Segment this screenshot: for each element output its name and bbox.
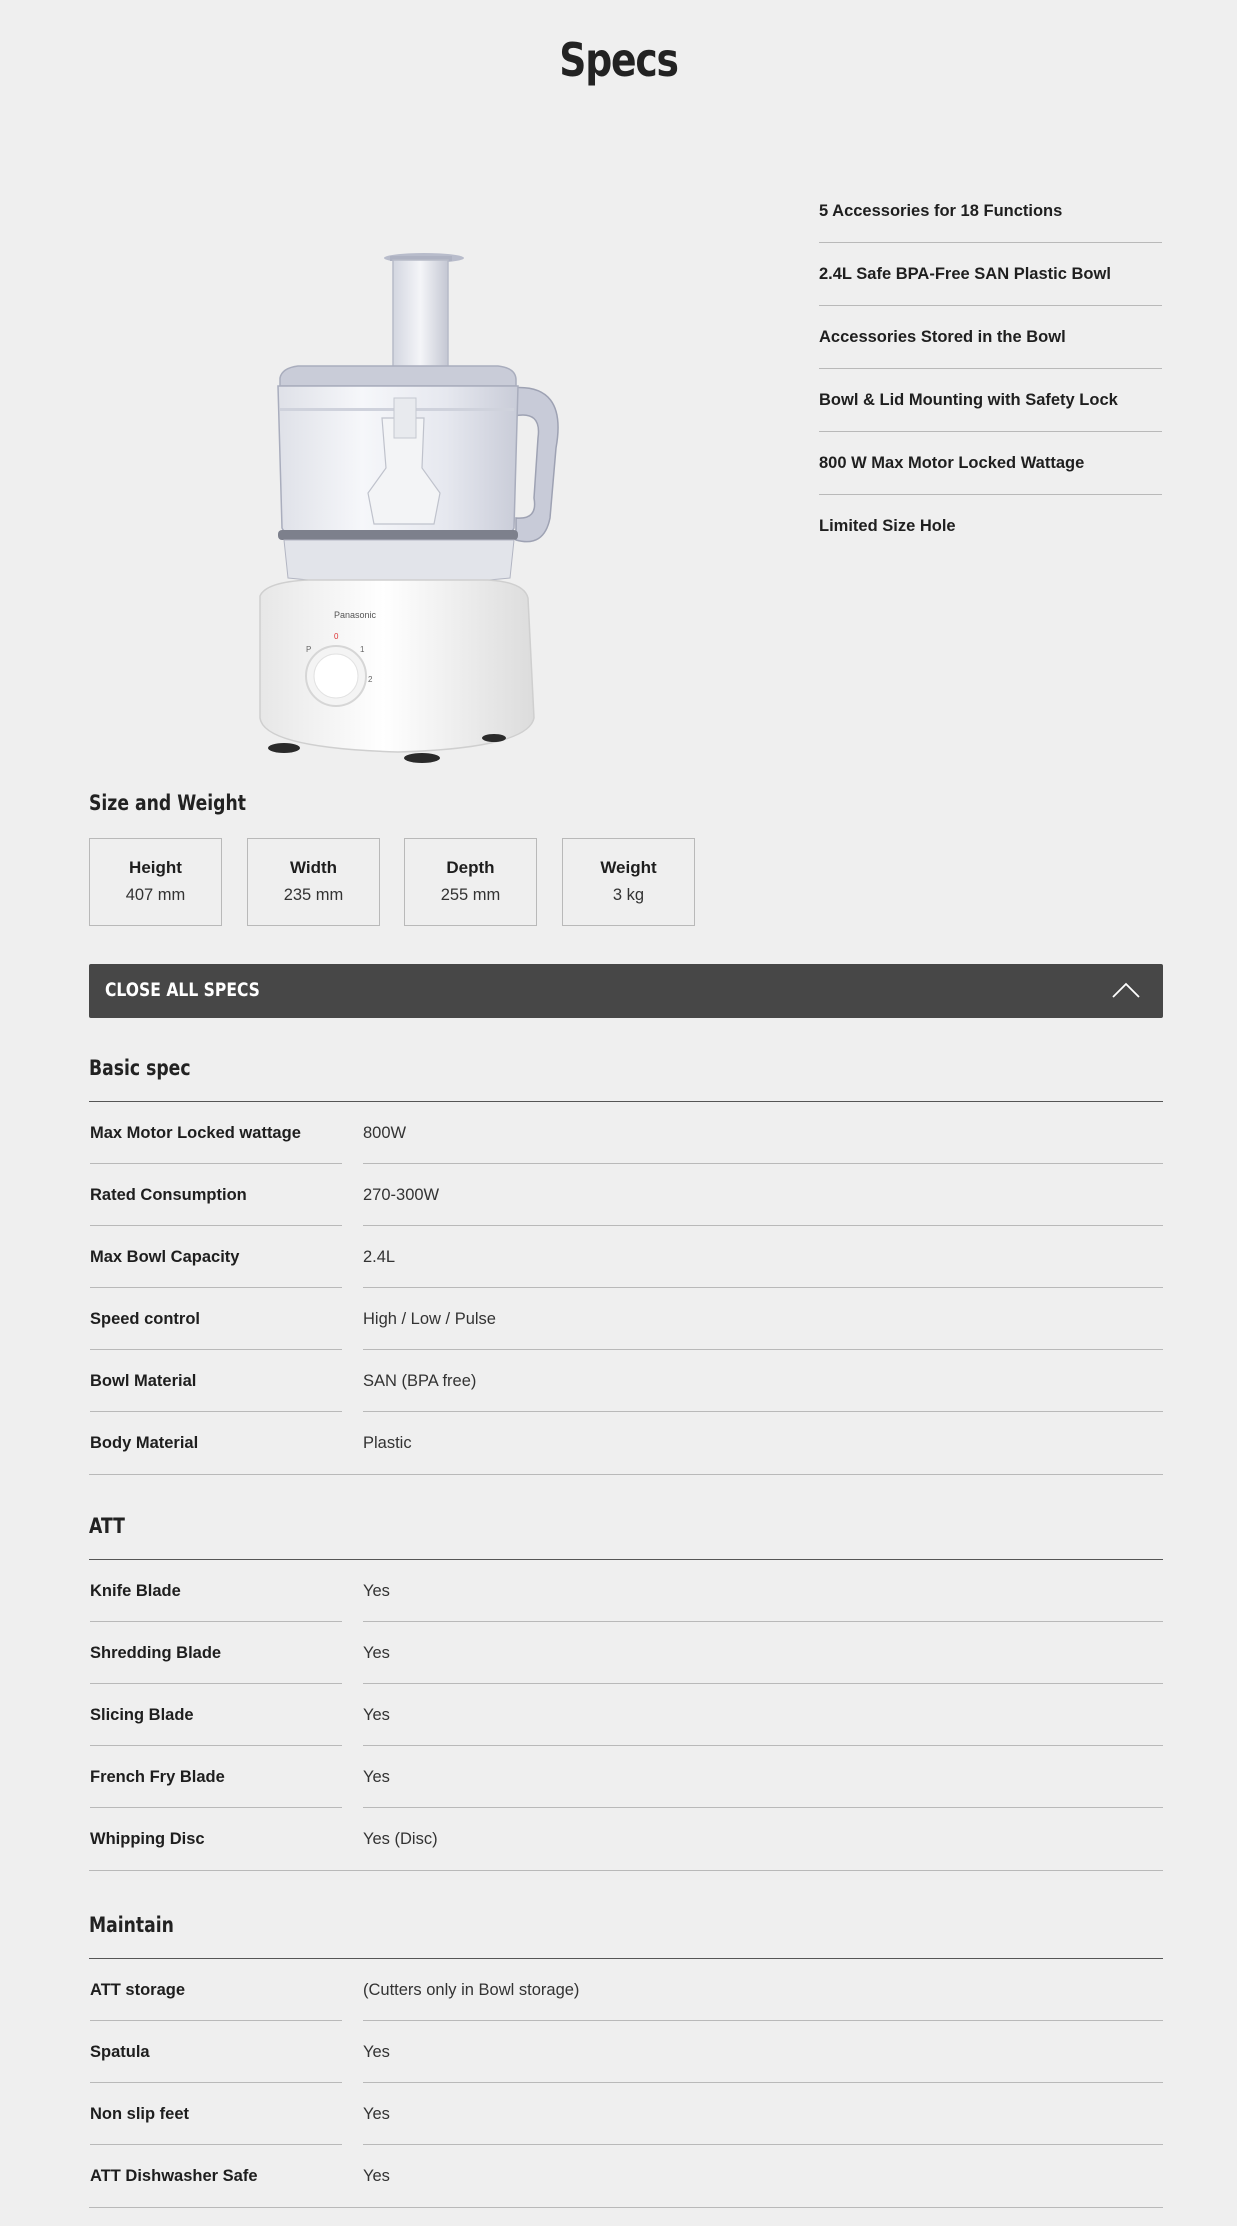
- spec-row: [89, 1226, 1163, 1288]
- spec-value: Yes: [363, 2083, 1163, 2145]
- dimension-label: Width: [289, 858, 338, 877]
- dimension-height: [89, 838, 222, 926]
- dimension-width: [247, 838, 380, 926]
- spec-section-maintain: [89, 1910, 1163, 2208]
- spec-row: [89, 1288, 1163, 1350]
- dial-label-p: P: [306, 645, 312, 654]
- spec-value: Yes: [363, 1746, 1163, 1808]
- spec-name: Knife Blade: [90, 1560, 342, 1622]
- spec-row: [89, 1164, 1163, 1226]
- spec-name: Whipping Disc: [90, 1830, 205, 1848]
- brand-mark: Panasonic: [334, 610, 377, 620]
- spec-value: High / Low / Pulse: [363, 1288, 1163, 1350]
- feature-item: Limited Size Hole: [819, 517, 956, 535]
- close-all-specs-label: CLOSE ALL SPECS: [105, 979, 260, 1001]
- spec-value: 270-300W: [363, 1164, 1163, 1226]
- spec-row: [89, 2083, 1163, 2145]
- dimension-depth: [404, 838, 537, 926]
- spec-value: SAN (BPA free): [363, 1350, 1163, 1412]
- spec-row: [89, 2021, 1163, 2083]
- product-image: [238, 248, 578, 766]
- spec-name: Rated Consumption: [90, 1164, 342, 1226]
- spec-name: Shredding Blade: [90, 1622, 342, 1684]
- spec-name: Slicing Blade: [90, 1684, 342, 1746]
- spec-value: Yes: [363, 2167, 390, 2185]
- spec-name: Spatula: [90, 2021, 342, 2083]
- dimension-value: 3 kg: [612, 886, 645, 904]
- feature-item: 2.4L Safe BPA-Free SAN Plastic Bowl: [819, 243, 1162, 306]
- spec-row: [89, 1560, 1163, 1622]
- spec-name: Non slip feet: [90, 2083, 342, 2145]
- spec-section-att: [89, 1511, 1163, 1871]
- spec-value: 800W: [363, 1102, 1163, 1164]
- spec-value: Yes (Disc): [363, 1830, 438, 1848]
- feature-list: [819, 180, 1162, 557]
- spec-name: ATT storage: [90, 1959, 342, 2021]
- spec-value: Plastic: [363, 1434, 412, 1452]
- spec-value: Yes: [363, 1684, 1163, 1746]
- chevron-up-icon: [1111, 978, 1141, 1000]
- spec-value: (Cutters only in Bowl storage): [363, 1959, 1163, 2021]
- dimension-value: 235 mm: [283, 886, 344, 904]
- spec-value: Yes: [363, 1560, 1163, 1622]
- spec-name: Max Motor Locked wattage: [90, 1102, 342, 1164]
- spec-name: Max Bowl Capacity: [90, 1226, 342, 1288]
- dial-label-1: 1: [360, 645, 365, 654]
- spec-name: ATT Dishwasher Safe: [90, 2167, 258, 2185]
- dial-label-0: 0: [334, 632, 339, 641]
- section-title: ATT: [89, 1514, 125, 1538]
- feature-item: 800 W Max Motor Locked Wattage: [819, 432, 1162, 495]
- feature-item: 5 Accessories for 18 Functions: [819, 180, 1162, 243]
- feature-item: Accessories Stored in the Bowl: [819, 306, 1162, 369]
- spec-row: [89, 1746, 1163, 1808]
- spec-name: Bowl Material: [90, 1350, 342, 1412]
- spec-row: [89, 1102, 1163, 1164]
- dimension-value: 255 mm: [440, 886, 501, 904]
- spec-value: Yes: [363, 2021, 1163, 2083]
- section-title: Maintain: [89, 1913, 174, 1937]
- dial-label-2: 2: [368, 675, 373, 684]
- spec-value: Yes: [363, 1622, 1163, 1684]
- spec-row: [89, 1622, 1163, 1684]
- spec-row: [89, 1684, 1163, 1746]
- spec-row: [89, 1808, 1163, 1871]
- spec-row: [89, 1959, 1163, 2021]
- dimension-label: Height: [129, 858, 182, 877]
- spec-name: Speed control: [90, 1288, 342, 1350]
- spec-name: Body Material: [90, 1434, 199, 1452]
- spec-row: [89, 1412, 1163, 1475]
- section-title: Basic spec: [89, 1056, 191, 1080]
- spec-value: 2.4L: [363, 1226, 1163, 1288]
- dimension-value: 407 mm: [125, 886, 186, 904]
- size-weight-title: Size and Weight: [89, 791, 246, 815]
- close-all-specs-button[interactable]: [89, 964, 1163, 1018]
- feature-item: Bowl & Lid Mounting with Safety Lock: [819, 369, 1162, 432]
- spec-section-basic: [89, 1053, 1163, 1475]
- spec-name: French Fry Blade: [90, 1746, 342, 1808]
- dimension-weight: [562, 838, 695, 926]
- spec-row: [89, 1350, 1163, 1412]
- dimension-label: Depth: [446, 858, 495, 877]
- page-title: Specs: [559, 32, 678, 87]
- dimension-label: Weight: [600, 858, 657, 877]
- spec-row: [89, 2145, 1163, 2208]
